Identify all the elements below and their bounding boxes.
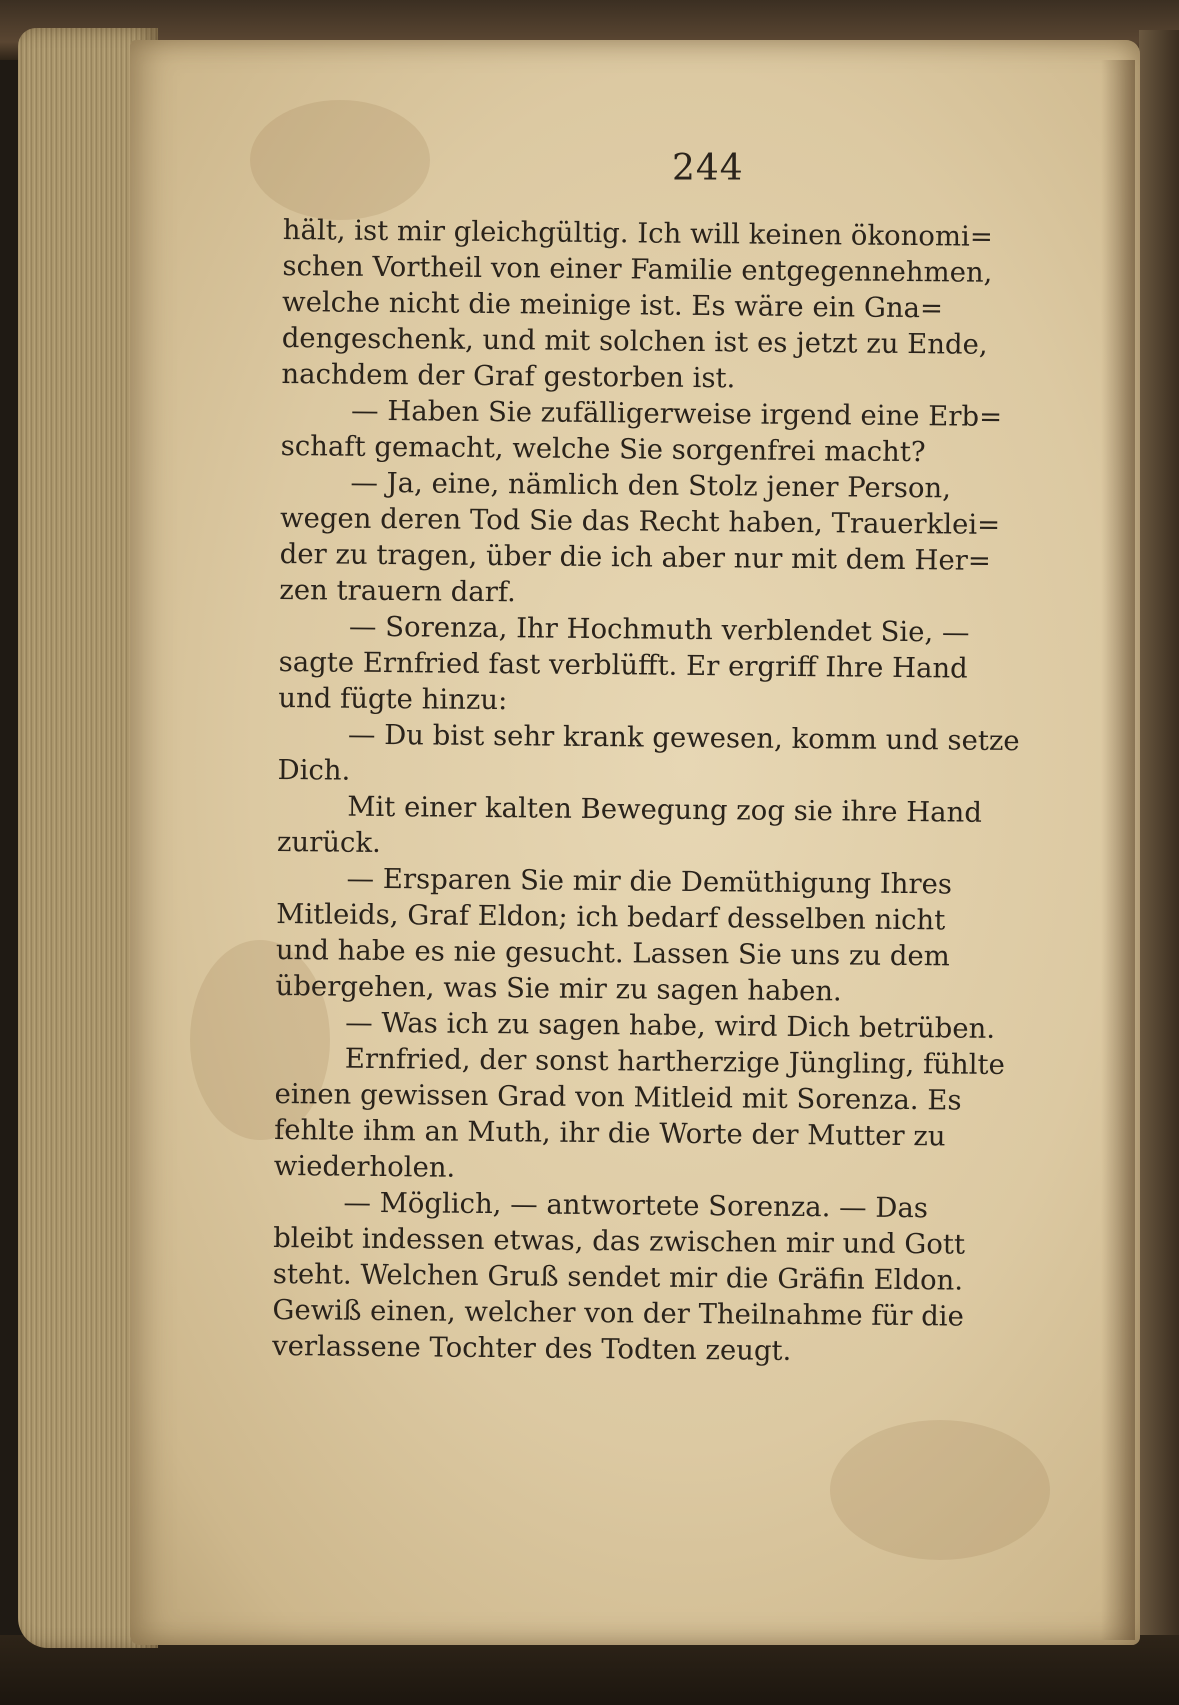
text-line: hält, ist mir gleichgültig. Ich will keinen ökonomi= (282, 213, 993, 253)
page-number: 244 (672, 148, 744, 189)
text-line: schen Vortheil von einer Familie entgegennehmen, (282, 249, 993, 289)
text-line: sagte Ernfried fast verblüfft. Er ergriff Ihre Hand (278, 645, 968, 685)
text-line: welche nicht die meinige ist. Es wäre ein Gna= (281, 285, 944, 325)
text-line: zen trauern darf. (279, 573, 516, 609)
text-line: — Was ich zu sagen habe, wird Dich betrüben. (345, 1006, 996, 1045)
text-line: übergehen, was Sie mir zu sagen haben. (275, 969, 842, 1008)
text-line: — Ja, eine, nämlich den Stolz jener Person, (350, 466, 952, 505)
book-cover-bottom (0, 1635, 1179, 1705)
text-line: der zu tragen, über die ich aber nur mit dem Her= (279, 537, 992, 577)
text-line: — Ersparen Sie mir die Demüthigung Ihres (346, 862, 953, 901)
text-line: Mitleids, Graf Eldon; ich bedarf desselben nicht (276, 897, 946, 937)
text-line: wiederholen. (273, 1149, 456, 1184)
text-line: und habe es nie gesucht. Lassen Sie uns zu dem (275, 933, 950, 973)
paper-stain (250, 100, 430, 220)
text-line: nachdem der Graf gestorben ist. (281, 357, 736, 395)
text-line: einen gewissen Grad von Mitleid mit Sorenza. Es (274, 1077, 962, 1117)
text-line: zurück. (276, 825, 381, 859)
page-gutter-shadow (1101, 60, 1135, 1640)
text-line: Mit einer kalten Bewegung zog sie ihre Hand (347, 790, 983, 829)
paper-stain (830, 1420, 1050, 1560)
text-line: steht. Welchen Gruß sendet mir die Gräfin Eldon. (272, 1257, 964, 1297)
text-line: Ernfried, der sonst hartherzige Jüngling, fühlte (344, 1042, 1005, 1081)
text-line: bleibt indessen etwas, das zwischen mir und Gott (272, 1221, 966, 1261)
text-line: dengeschenk, und mit solchen ist es jetzt zu Ende, (281, 321, 988, 361)
text-line: fehlte ihm an Muth, ihr die Worte der Mutter zu (274, 1113, 946, 1153)
text-line: und fügte hinzu: (278, 681, 508, 717)
body-text (272, 212, 1093, 1372)
text-line: — Möglich, — antwortete Sorenza. — Das (343, 1186, 929, 1225)
text-line: schaft gemacht, welche Sie sorgenfrei macht? (280, 429, 926, 469)
text-line: — Sorenza, Ihr Hochmuth verblendet Sie, — (348, 610, 970, 649)
text-line: — Haben Sie zufälligerweise irgend eine Erb= (350, 394, 1003, 433)
book-cover-right (1139, 30, 1179, 1670)
text-line: Gewiß einen, welcher von der Theilnahme für die (272, 1293, 965, 1333)
text-line: — Du bist sehr krank gewesen, komm und setze (347, 718, 1020, 758)
text-line: verlassene Tochter des Todten zeugt. (271, 1329, 792, 1367)
text-line: wegen deren Tod Sie das Recht haben, Trauerklei= (279, 501, 1001, 541)
text-line: Dich. (277, 753, 351, 787)
